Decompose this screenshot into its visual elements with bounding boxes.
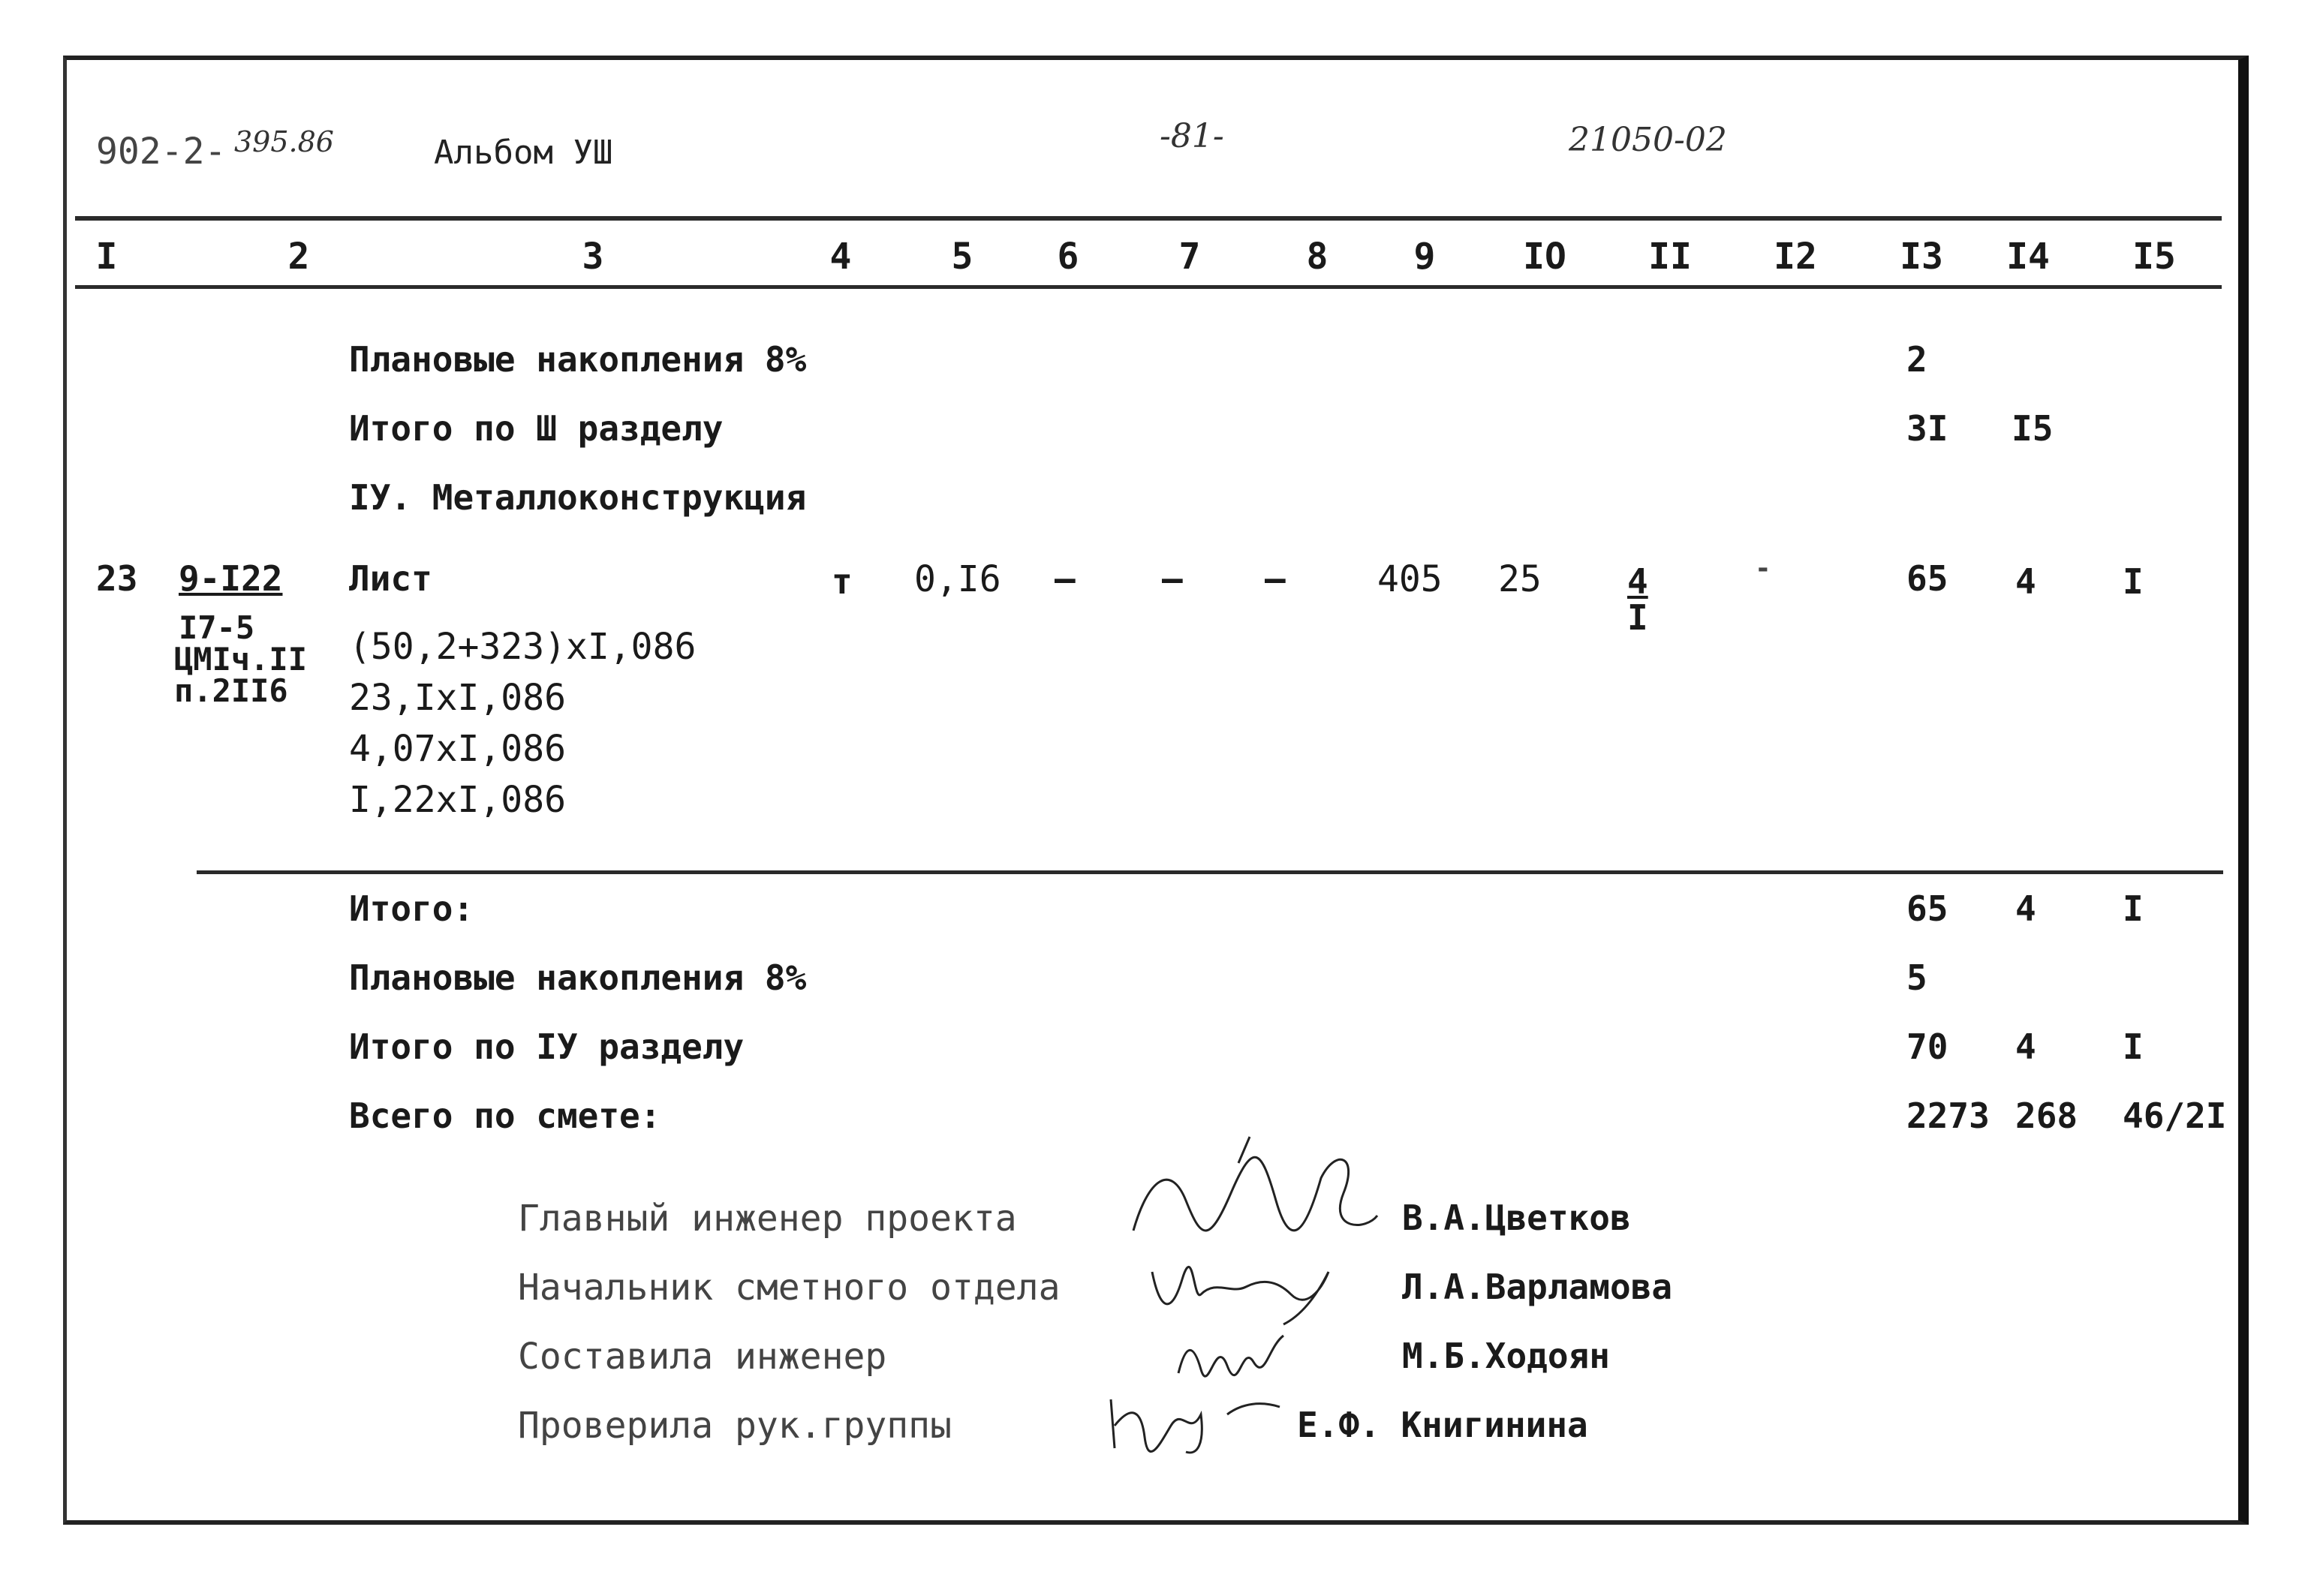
grand-total-c14: 268 <box>2015 1096 2078 1136</box>
album-label: Альбом УШ <box>434 134 613 172</box>
planned-savings-4-c13: 5 <box>1906 957 1927 998</box>
item-code-line-3: п.2II6 <box>174 672 288 709</box>
doc-code: 902-2- <box>96 131 227 173</box>
section3-total-c13: 3I <box>1906 408 1948 449</box>
planned-savings-3-label: Плановые накопления 8% <box>349 339 807 380</box>
section3-total-label: Итого по Ш разделу <box>349 408 724 449</box>
item-code-line-1: I7-5 <box>179 609 255 646</box>
grand-total-c13: 2273 <box>1906 1096 1990 1136</box>
col-3: 3 <box>582 236 604 278</box>
signature-name-2: Л.А.Варламова <box>1402 1267 1673 1307</box>
signature-scribble-4 <box>1100 1384 1287 1459</box>
col-1: I <box>95 236 118 278</box>
item-name: Лист <box>349 558 432 599</box>
grand-total-label: Всего по смете: <box>349 1096 661 1136</box>
item-unit: т <box>832 561 853 602</box>
col-5: 5 <box>951 236 973 278</box>
page-number: -81- <box>1160 117 1224 155</box>
item-c9: 405 <box>1377 558 1443 600</box>
signature-name-4: Е.Ф. Книгинина <box>1297 1405 1588 1445</box>
item-c7: — <box>1162 558 1183 599</box>
signature-role-4: Проверила рук.группы <box>518 1405 952 1447</box>
section4-total-label: Итого по IУ разделу <box>349 1026 745 1067</box>
total-label: Итого: <box>349 888 474 929</box>
section4-total-c13: 70 <box>1906 1026 1948 1067</box>
item-c11-top: 4 <box>1627 561 1648 602</box>
formula-line-2: 23,IxI,086 <box>349 677 566 719</box>
col-12: I2 <box>1774 236 1817 278</box>
total-c13: 65 <box>1906 888 1948 929</box>
col-4: 4 <box>829 236 852 278</box>
planned-savings-3-c13: 2 <box>1906 339 1927 380</box>
col-2: 2 <box>287 236 310 278</box>
formula-line-1: (50,2+323)xI,086 <box>349 626 697 668</box>
signature-scribble-2 <box>1141 1249 1344 1332</box>
doc-number: 21050-02 <box>1569 121 1727 159</box>
grand-total-c15: 46/2I <box>2123 1096 2227 1136</box>
header-rule-bottom <box>75 285 2222 289</box>
col-13: I3 <box>1900 236 1943 278</box>
item-c12: - <box>1755 553 1771 584</box>
formula-line-4: I,22xI,086 <box>349 779 566 821</box>
item-c6: — <box>1055 558 1076 599</box>
signature-name-1: В.А.Цветков <box>1402 1198 1631 1238</box>
signature-role-3: Составила инженер <box>518 1336 887 1378</box>
col-14: I4 <box>2006 236 2050 278</box>
signature-scribble-1 <box>1118 1133 1389 1261</box>
totals-rule <box>197 870 2223 874</box>
item-qty: 0,I6 <box>914 558 1001 600</box>
item-c13: 65 <box>1906 558 1948 599</box>
item-c10: 25 <box>1498 558 1542 600</box>
col-15: I5 <box>2132 236 2176 278</box>
col-8: 8 <box>1306 236 1329 278</box>
col-6: 6 <box>1057 236 1079 278</box>
doc-code-handwritten: 395.86 <box>234 125 334 158</box>
formula-line-3: 4,07xI,086 <box>349 728 566 770</box>
signature-role-1: Главный инженер проекта <box>518 1198 1017 1240</box>
total-c14: 4 <box>2015 888 2036 929</box>
signature-role-2: Начальник сметного отдела <box>518 1267 1061 1309</box>
planned-savings-4-label: Плановые накопления 8% <box>349 957 807 998</box>
header-rule-top <box>75 216 2222 221</box>
section4-total-c14: 4 <box>2015 1026 2036 1067</box>
item-code: 9-I22 <box>179 558 283 599</box>
total-c15: I <box>2123 888 2144 929</box>
item-c14: 4 <box>2015 561 2036 602</box>
col-9: 9 <box>1413 236 1436 278</box>
col-11: II <box>1648 236 1692 278</box>
item-number: 23 <box>96 558 138 599</box>
item-c11-bottom: I <box>1627 597 1648 638</box>
item-code-line-2: ЦМIч.II <box>174 641 308 678</box>
signature-scribble-3 <box>1171 1321 1321 1388</box>
col-7: 7 <box>1178 236 1201 278</box>
item-c8: — <box>1265 558 1286 599</box>
section4-heading: IУ. Металлоконструкция <box>349 477 807 518</box>
col-10: IO <box>1523 236 1566 278</box>
item-c15: I <box>2123 561 2144 602</box>
section3-total-c14: I5 <box>2012 408 2054 449</box>
section4-total-c15: I <box>2123 1026 2144 1067</box>
signature-name-3: М.Б.Ходоян <box>1402 1336 1610 1376</box>
